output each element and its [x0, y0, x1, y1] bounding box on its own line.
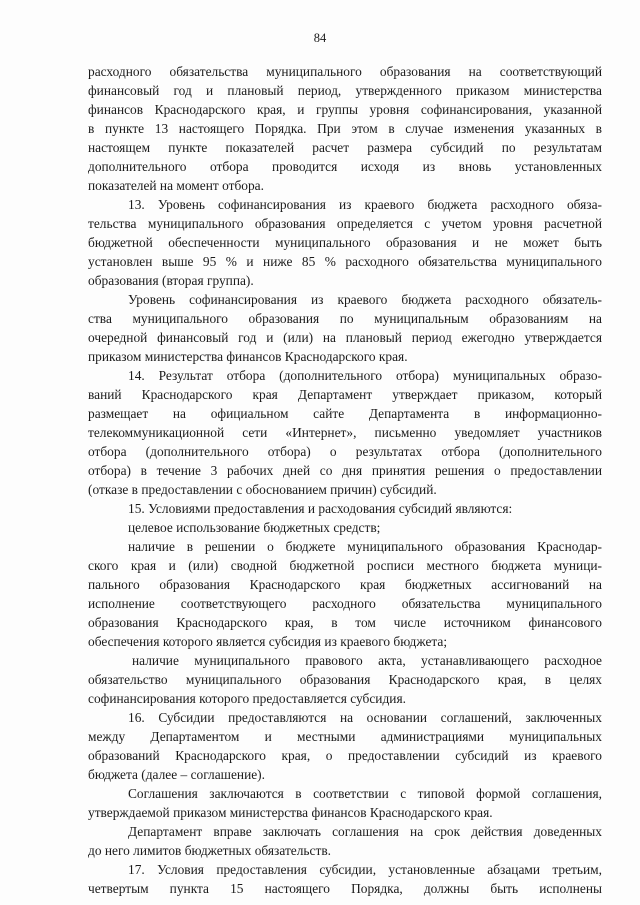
text-line: Департамент вправе заключать соглашения на срок действия доведенных: [128, 824, 602, 839]
text-line: бюджетной обеспеченности муниципального образования и не может быть: [88, 235, 602, 250]
text-line: 13. Уровень софинансирования из краевого бюджета расходного обяза-: [128, 197, 602, 212]
paragraph-condition-3: [88, 651, 602, 708]
text-line: образований Краснодарского края, о предоставлении субсидий из краевого: [88, 748, 602, 763]
text-line: отбора) в течение 3 рабочих дней со дня принятия решения о предоставлении: [88, 463, 602, 478]
text-line: пального образования Краснодарского края бюджетных ассигнований на: [88, 577, 602, 592]
text-line: софинансирования которого предоставляется субсидия.: [88, 691, 406, 706]
text-line: Соглашения заключаются в соответствии с типовой формой соглашения,: [128, 786, 602, 801]
text-line: в пункте 13 настоящего Порядка. При этом в случае изменения указанных в: [88, 121, 602, 136]
text-line: расходного обязательства муниципального образования на соответствующий: [88, 64, 602, 79]
text-line: финансовый год и плановый период, утвержденного приказом министерства: [88, 83, 602, 98]
text-line: настоящем пункте показателей расчет размера субсидий по результатам: [88, 140, 602, 155]
text-line: между Департаментом и местными администрациями муниципальных: [88, 729, 602, 744]
paragraph-agreements: [88, 784, 602, 822]
paragraph-item-13: [88, 195, 602, 290]
paragraph-item-16: [88, 708, 602, 784]
text-line: отбора (дополнительного отбора) о результатах отбора (дополнительного: [88, 444, 602, 459]
text-line: 17. Условия предоставления субсидии, установленные абзацами третьим,: [128, 862, 602, 877]
paragraph-item-15: [88, 499, 602, 518]
text-line: наличие в решении о бюджете муниципального образования Краснодар-: [128, 539, 602, 554]
text-line: четвертым пункта 15 настоящего Порядка, должны быть исполнены: [88, 881, 602, 896]
text-line: установлен выше 95 % и ниже 85 % расходного обязательства муниципального: [88, 254, 602, 269]
paragraph-continuation: [88, 62, 602, 195]
text-line: тельства муниципального образования определяется с учетом уровня расчетной: [88, 216, 602, 231]
text-line: дополнительного отбора проводится исходя из вновь установленных: [88, 159, 602, 174]
page-number: 84: [313, 31, 327, 45]
text-line: размещает на официальном сайте Департамента в информационно-: [88, 406, 602, 421]
text-line: 15. Условиями предоставления и расходования субсидий являются:: [128, 501, 513, 516]
text-line: телекоммуникационной сети «Интернет», письменно уведомляет участников: [88, 425, 602, 440]
text-line: 14. Результат отбора (дополнительного отбора) муниципальных образо-: [128, 368, 602, 383]
paragraph-condition-1: [88, 518, 602, 537]
document-body: [88, 62, 602, 898]
text-line: (отказе в предоставлении с обоснованием причин) субсидий.: [88, 482, 437, 497]
text-line: очередной финансовый год и (или) на плановый период ежегодно утверждается: [88, 330, 602, 345]
text-line: обязательство муниципального образования Краснодарского края, в целях: [88, 672, 602, 687]
text-line: до него лимитов бюджетных обязательств.: [88, 843, 331, 858]
paragraph-item-17: [88, 860, 602, 898]
text-line: финансов Краснодарского края, и группы уровня софинансирования, указанной: [88, 102, 602, 117]
text-line: Уровень софинансирования из краевого бюджета расходного обязатель-: [128, 292, 602, 307]
paragraph-item-14: [88, 366, 602, 499]
text-line: наличие муниципального правового акта, устанавливающего расходное: [132, 653, 602, 668]
text-line: обеспечения которого является субсидия из краевого бюджета;: [88, 634, 448, 649]
text-line: утверждаемой приказом министерства финансов Краснодарского края.: [88, 805, 493, 820]
text-line: исполнение соответствующего расходного обязательства муниципального: [88, 596, 602, 611]
text-line: показателей на момент отбора.: [88, 178, 264, 193]
text-line: ского края и (или) сводной бюджетной росписи местного бюджета муници-: [88, 558, 602, 573]
paragraph-condition-2: [88, 537, 602, 651]
text-line: бюджета (далее – соглашение).: [88, 767, 265, 782]
text-line: образования (вторая группа).: [88, 273, 254, 288]
paragraph-cofinancing-level: [88, 290, 602, 366]
text-line: образования Краснодарского края, в том числе источником финансового: [88, 615, 602, 630]
text-line: 16. Субсидии предоставляются на основании соглашений, заключенных: [128, 710, 602, 725]
text-line: ваний Краснодарского края Департамент утверждает приказом, который: [88, 387, 602, 402]
text-line: ства муниципального образования по муниципальным образованиям на: [88, 311, 602, 326]
paragraph-department-right: [88, 822, 602, 860]
text-line: целевое использование бюджетных средств;: [128, 520, 381, 535]
text-line: приказом министерства финансов Краснодарского края.: [88, 349, 408, 364]
